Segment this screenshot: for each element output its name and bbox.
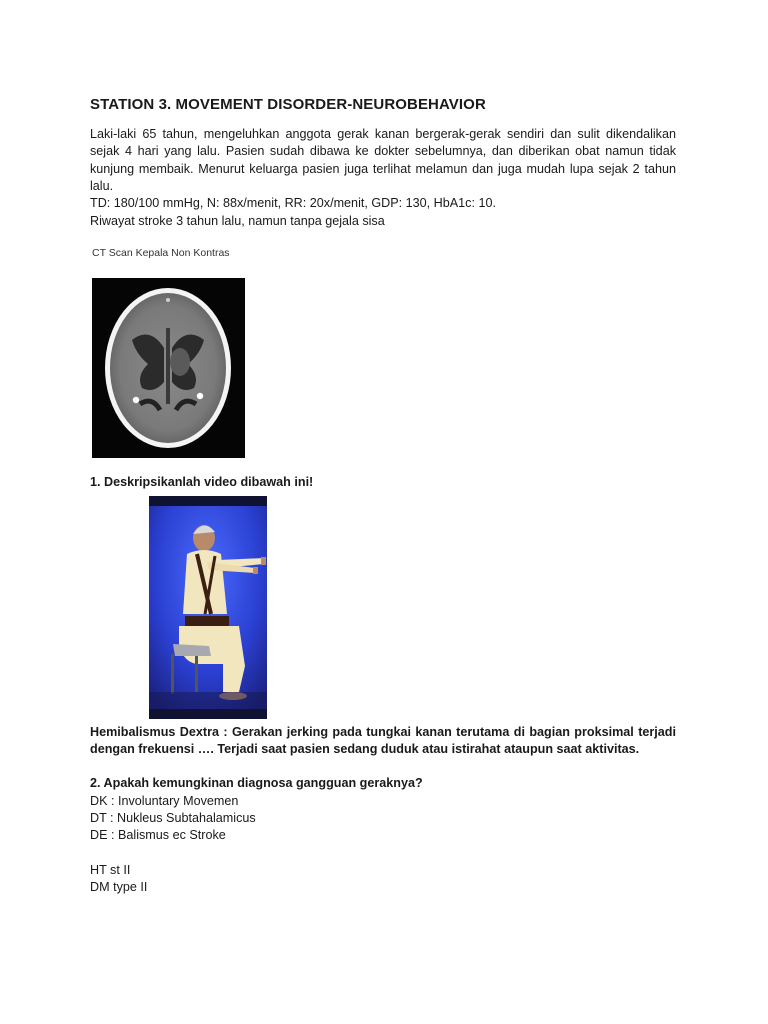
patient-video-frame[interactable]	[149, 496, 267, 719]
diagnosis-klinis: DK : Involuntary Movemen	[90, 794, 239, 808]
diagnosis-etiologi: DE : Balismus ec Stroke	[90, 828, 226, 842]
diabetes-note: DM type II	[90, 880, 148, 894]
case-description: Laki-laki 65 tahun, mengeluhkan anggota gerak kanan bergerak-gerak sendiri dan sulit dikendalikan sejak 4 hari yang lalu. Pasien sudah dibawa ke dokter sebelumnya, dan diberikan obat namun tidak kunjung membaik. Menurut keluarga pasien juga terlihat melamun dan juga mudah lupa sejak 2 tahun lalu.	[90, 127, 676, 194]
ct-scan-image	[92, 278, 245, 458]
answer-1: Hemibalismus Dextra : Gerakan jerking pada tungkai kanan terutama di bagian proksimal terjadi dengan frekuensi …. Terjadi saat pasien sedang duduk atau istirahat ataupun saat aktivitas.	[90, 725, 676, 757]
stroke-history: Riwayat stroke 3 tahun lalu, namun tanpa gejala sisa	[90, 214, 385, 228]
vital-signs: TD: 180/100 mmHg, N: 88x/menit, RR: 20x/menit, GDP: 130, HbA1c: 10.	[90, 196, 496, 210]
hypertension-note: HT st II	[90, 863, 131, 877]
diagnosis-topis: DT : Nukleus Subtahalamicus	[90, 811, 256, 825]
question-2: 2. Apakah kemungkinan diagnosa gangguan geraknya?	[90, 776, 423, 790]
station-title: STATION 3. MOVEMENT DISORDER-NEUROBEHAVIOR	[90, 96, 486, 113]
ct-scan-label: CT Scan Kepala Non Kontras	[92, 247, 230, 259]
question-1: 1. Deskripsikanlah video dibawah ini!	[90, 475, 314, 489]
